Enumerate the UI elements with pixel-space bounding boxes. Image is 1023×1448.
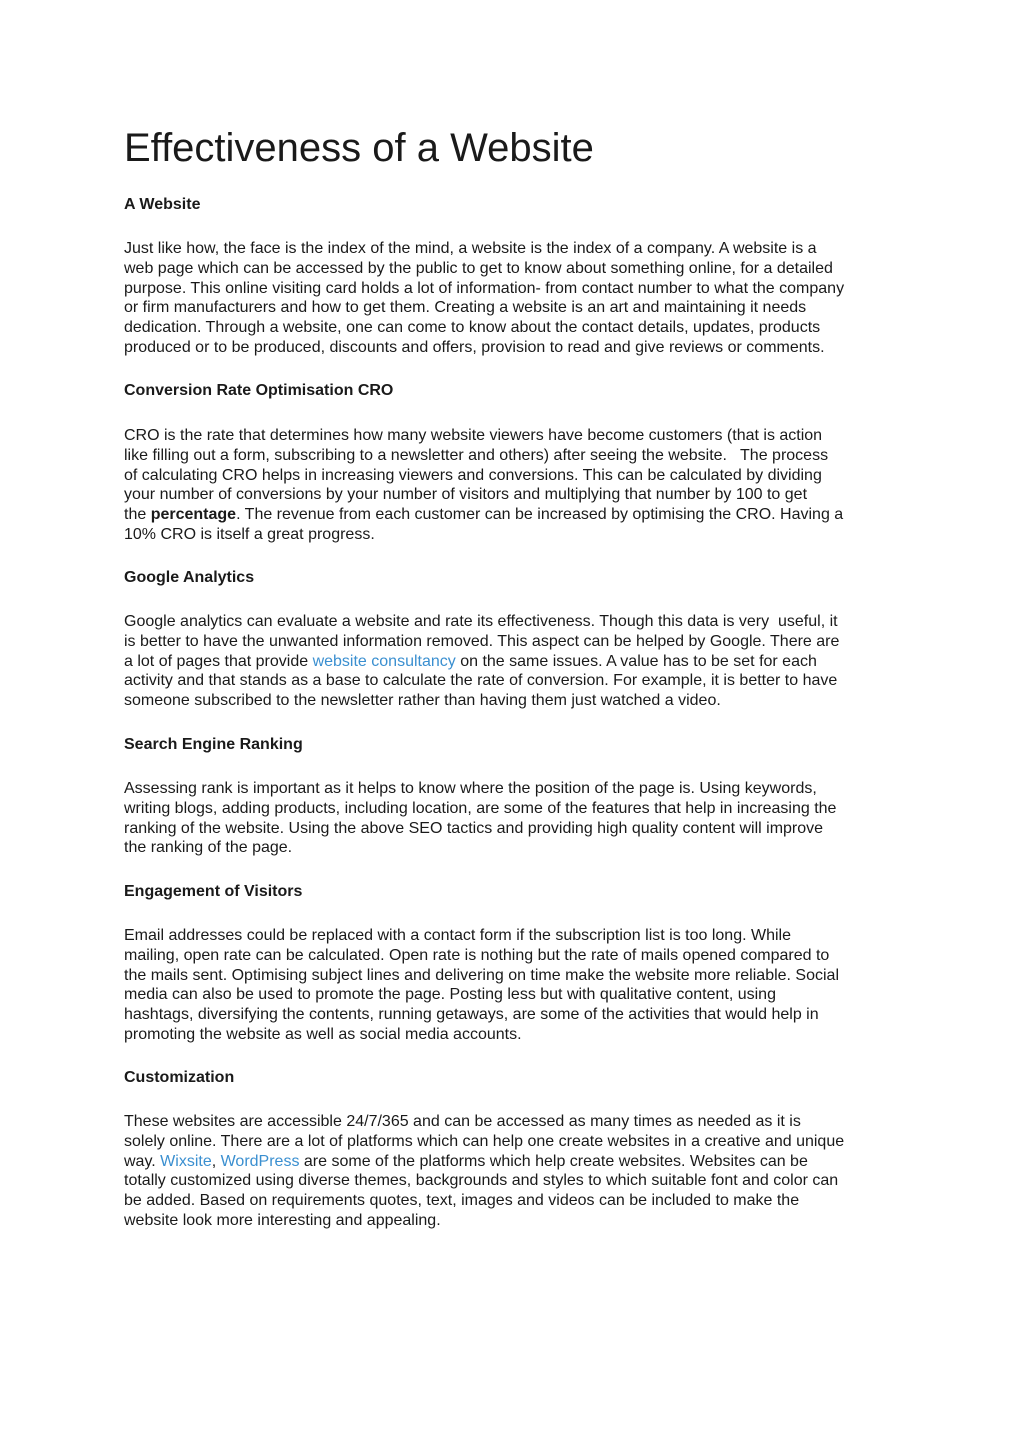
text-run: is better to have the unwanted information removed. This aspect can be helped by Google. There are [124,632,840,650]
text-run: way. [124,1152,161,1170]
text-run: hashtags, diversifying the contents, running getaways, are some of the activities that would help in [124,1006,819,1024]
paragraph-line [124,1191,844,1211]
paragraph-line [124,1171,844,1191]
paragraph-line [124,485,843,505]
text-run: like filling out a form, subscribing to a newsletter and others) after seeing the website. The process [124,446,829,464]
section-paragraph [124,426,843,545]
paragraph-line [124,1005,839,1025]
section-paragraph [124,612,839,711]
text-run: purpose. This online visiting card holds a lot of information- from contact number to what the company [124,279,845,297]
text-run: someone subscribed to the newsletter rather than having them just watched a video. [124,692,721,710]
text-run: website look more interesting and appealing. [124,1211,441,1229]
text-run: the ranking of the page. [124,839,293,857]
text-run: writing blogs, adding products, including location, are some of the features that help in increasing the [124,799,837,817]
paragraph-line [124,632,839,652]
text-run: Just like how, the face is the index of the mind, a website is the index of a company. A website is a [124,240,817,257]
text-run: web page which can be accessed by the public to get to know about something online, for a detailed [124,259,833,277]
section-heading-search-engine-ranking: Search Engine Ranking [124,736,303,753]
text-run: a lot of pages that provide [124,652,313,670]
link-wordpress[interactable]: WordPress [220,1152,300,1170]
paragraph-line [124,799,836,819]
text-run: Email addresses could be replaced with a contact form if the subscription list is too long. While [124,927,791,944]
text-run: activity and that stands as a base to calculate the rate of conversion. For example, it is better to have [124,672,838,690]
paragraph-line [124,691,839,711]
page-title: Effectiveness of a Website [124,126,594,170]
section-heading-google-analytics: Google Analytics [124,569,255,586]
link-wixsite[interactable]: Wixsite [160,1152,212,1170]
section-paragraph [124,779,836,858]
paragraph-line [124,426,843,446]
paragraph-line [124,318,844,338]
section-heading-engagement-of-visitors: Engagement of Visitors [124,883,303,900]
link-website-consultancy[interactable]: website consultancy [312,652,456,670]
text-run: 10% CRO is itself a great progress. [124,525,375,543]
emphasis-text: percentage [150,506,237,524]
paragraph-line [124,779,836,799]
section-paragraph [124,926,839,1045]
paragraph-line [124,298,844,318]
section-paragraph [124,239,844,358]
section-heading-conversion-rate-optimisation-cro: Conversion Rate Optimisation CRO [124,382,394,399]
paragraph-line [124,612,839,632]
section-paragraph [124,1112,844,1231]
text-run: your number of conversions by your number of visitors and multiplying that number by 100 to get [124,486,808,504]
paragraph-line [124,1025,839,1045]
section-heading-customization: Customization [124,1069,235,1086]
text-run: of calculating CRO helps in increasing viewers and conversions. This can be calculated by dividing [124,466,822,484]
paragraph-line [124,1132,844,1152]
text-run: or firm manufacturers and how to get them. Creating a website is an art and maintaining it needs [124,299,807,317]
text-run: . The revenue from each customer can be increased by optimising the CRO. Having a [236,506,844,524]
section-heading-a-website: A Website [124,196,201,213]
paragraph-line [124,259,844,279]
paragraph-line [124,239,844,259]
paragraph-line [124,338,844,358]
paragraph-line [124,1152,844,1172]
text-run: promoting the website as well as social media accounts. [124,1025,522,1043]
text-run: mailing, open rate can be calculated. Open rate is nothing but the rate of mails opened compared to [124,946,830,964]
paragraph-line [124,1112,844,1132]
text-run: on the same issues. A value has to be set for each [455,652,817,670]
paragraph-line [124,505,843,525]
text-run: produced or to be produced, discounts and offers, provision to read and give reviews or comments. [124,338,825,356]
text-run: solely online. There are a lot of platforms which can help one create websites in a creative and unique [124,1132,845,1150]
paragraph-line [124,671,839,691]
paragraph-line [124,838,836,858]
text-run: media can also be used to promote the page. Posting less but with qualitative content, using [124,986,776,1004]
paragraph-line [124,966,839,986]
paragraph-line [124,946,839,966]
paragraph-line [124,279,844,299]
paragraph-line [124,1211,844,1231]
text-run: totally customized using diverse themes, backgrounds and styles to which suitable font and color can [124,1172,839,1190]
paragraph-line [124,652,839,672]
paragraph-line [124,819,836,839]
text-run: be added. Based on requirements quotes, text, images and videos can be included to make the [124,1192,800,1210]
paragraph-line [124,466,843,486]
text-run: , [211,1152,221,1170]
text-run: CRO is the rate that determines how many website viewers have become customers (that is action [124,427,823,444]
text-run: are some of the platforms which help create websites. Websites can be [299,1152,808,1170]
paragraph-line [124,985,839,1005]
paragraph-line [124,446,843,466]
paragraph-line [124,926,839,946]
text-run: These websites are accessible 24/7/365 and can be accessed as many times as needed as it is [124,1113,801,1130]
text-run: dedication. Through a website, one can come to know about the contact details, updates, products [124,319,821,337]
text-run: Assessing rank is important as it helps to know where the position of the page is. Using keywords, [124,780,817,797]
paragraph-line [124,525,843,545]
text-run: ranking of the website. Using the above SEO tactics and providing high quality content will improve [124,819,824,837]
text-run: Google analytics can evaluate a website and rate its effectiveness. Though this data is very useful, it [124,613,838,630]
text-run: the mails sent. Optimising subject lines and delivering on time make the website more reliable. Social [124,966,840,984]
text-run: the [124,506,151,524]
